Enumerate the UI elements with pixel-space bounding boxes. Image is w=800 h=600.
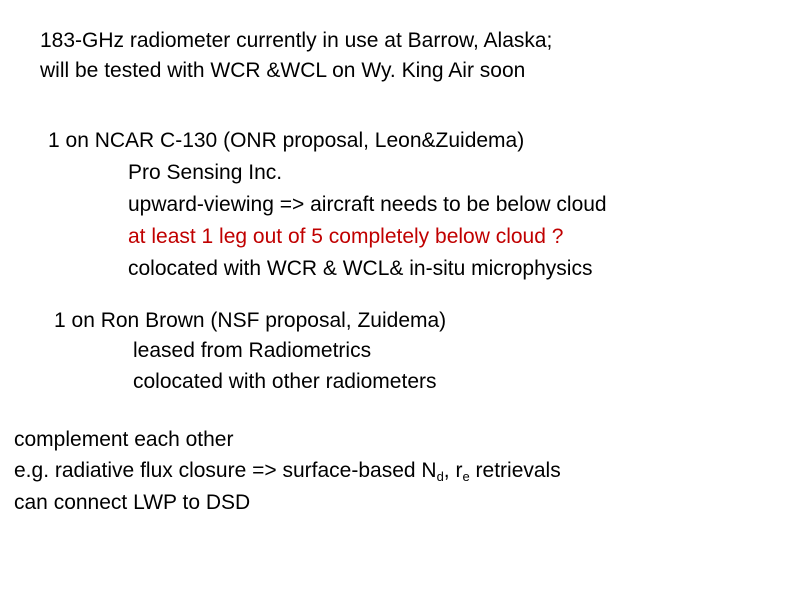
intro-line-1: 183-GHz radiometer currently in use at Barrow, Alaska; (40, 29, 553, 52)
summary-line-2-prefix: e.g. radiative flux closure => surface-based N (14, 459, 437, 482)
c130-item-leg-question: at least 1 leg out of 5 completely below cloud ? (128, 225, 564, 248)
summary-line-2-mid: , r (443, 459, 463, 482)
subscript-d: d (436, 469, 444, 484)
ron-brown-heading: 1 on Ron Brown (NSF proposal, Zuidema) (54, 309, 447, 332)
summary-line-1: complement each other (14, 428, 234, 451)
summary-line-2 (14, 458, 561, 484)
c130-item-viewing: upward-viewing => aircraft needs to be below cloud (128, 193, 607, 216)
c130-item-colocated: colocated with WCR & WCL& in-situ microphysics (128, 257, 593, 280)
summary-line-3: can connect LWP to DSD (14, 491, 251, 514)
c130-heading: 1 on NCAR C-130 (ONR proposal, Leon&Zuidema) (48, 129, 525, 152)
c130-item-vendor: Pro Sensing Inc. (128, 161, 283, 184)
intro-line-2: will be tested with WCR &WCL on Wy. King Air soon (40, 59, 526, 82)
subscript-e: e (462, 469, 470, 484)
ron-brown-item-colocated: colocated with other radiometers (133, 370, 437, 393)
summary-line-2-suffix: retrievals (469, 459, 561, 482)
ron-brown-item-leased: leased from Radiometrics (133, 339, 372, 362)
